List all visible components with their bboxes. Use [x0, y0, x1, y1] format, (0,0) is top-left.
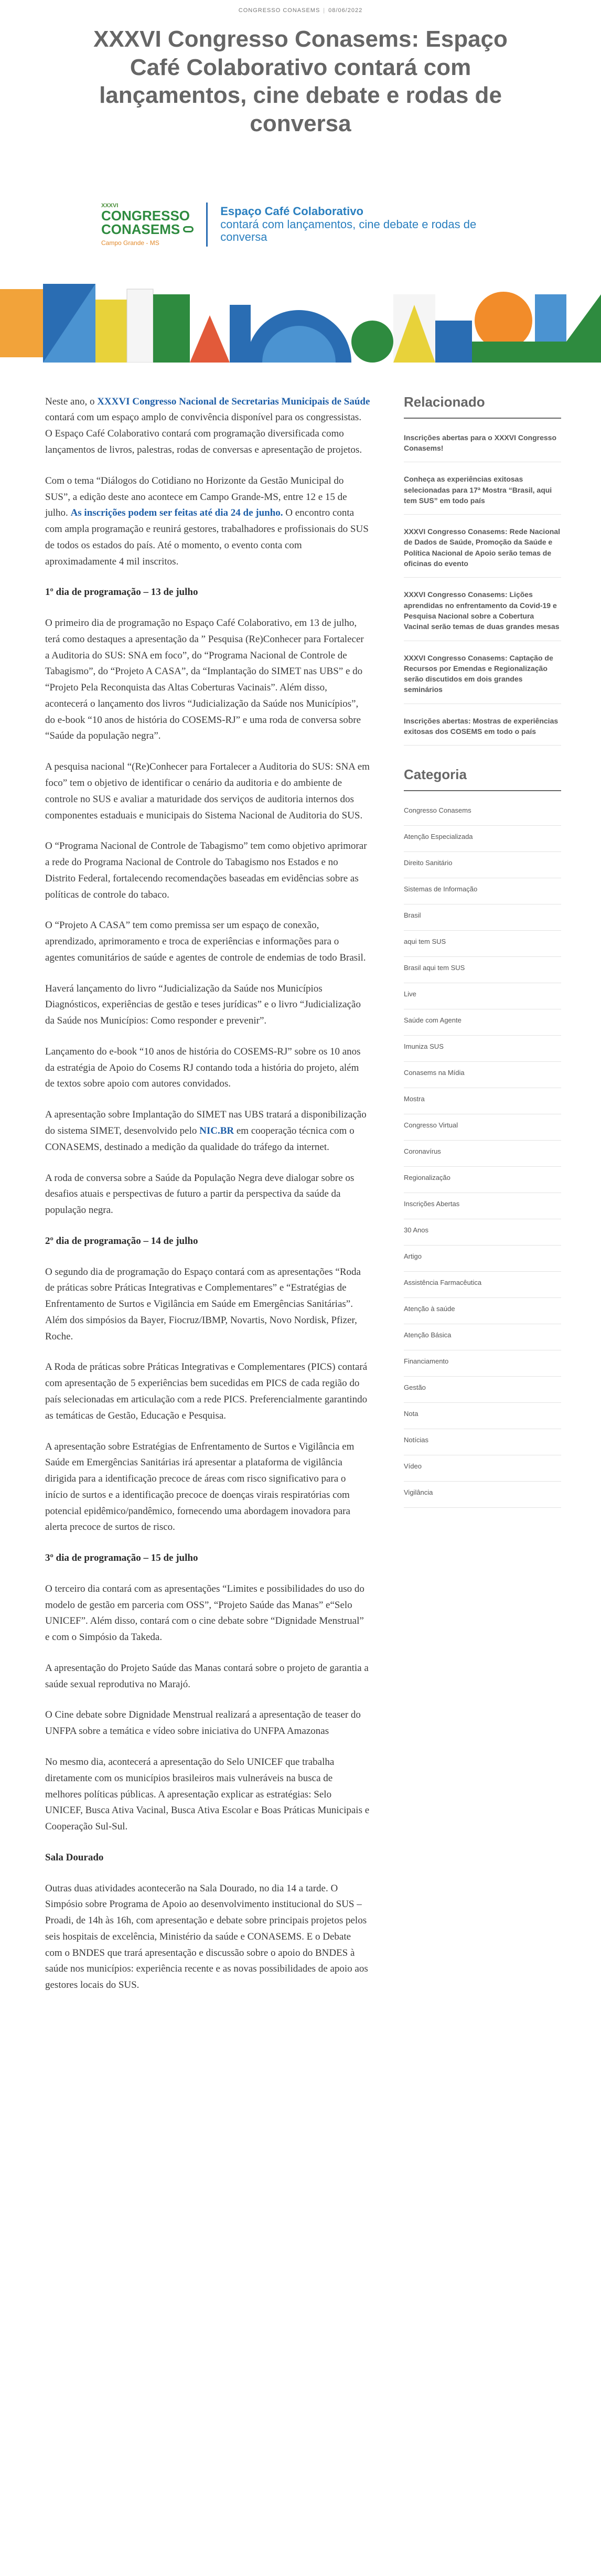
- category-item[interactable]: Atenção à saúde: [404, 1298, 561, 1324]
- category-item[interactable]: Gestão: [404, 1377, 561, 1403]
- category-heading: Categoria: [404, 767, 561, 791]
- category-item[interactable]: Financiamento: [404, 1350, 561, 1377]
- category-item[interactable]: Live: [404, 983, 561, 1009]
- category-item[interactable]: Brasil aqui tem SUS: [404, 957, 561, 983]
- paragraph: Com o tema “Diálogos do Cotidiano no Horizonte da Gestão Municipal do SUS”, a edição deste ano acontece em Campo Grande-MS, entre 12 e 15 de julho. As inscrições podem ser feitas até dia 24 de junho. O encontro conta com ampla programação e reunirá gestores, trabalhadores e profissionais do SUS de todos os estados do país. Até o momento, o evento conta com aproximadamente 4 mil inscritos.: [45, 475, 369, 567]
- logo-edition: XXXVI: [101, 202, 119, 209]
- related-item[interactable]: Inscrições abertas para o XXXVI Congresso Conasems!: [404, 432, 561, 463]
- section-heading: Sala Dourado: [45, 1851, 104, 1863]
- paragraph: Outras duas atividades acontecerão na Sala Dourado, no dia 14 a tarde. O Simpósio sobre Programa de Apoio ao desenvolvimento institucional do SUS – Proadi, de 14h às 16h, com apresentação e debate sobre principais projetos pelos seis hospitais de excelência, Ministério da saúde e CONASEMS. E o Debate com o BNDES que trará apresentação e discussão sobre o apoio do BNDES à saúde nos municípios: experiência recente e as novas possibilidades de apoio aos gestores locais do SUS.: [45, 1882, 368, 1991]
- paragraph: O “Programa Nacional de Controle de Tabagismo” tem como objetivo aprimorar a rede do Programa Nacional de Controle do Tabagismo nos Estados e no Distrito Federal, fortalecendo recomendações baseadas em evidências sobre as políticas de controle do tabaco.: [45, 840, 367, 900]
- category-item[interactable]: Coronavírus: [404, 1141, 561, 1167]
- category-item[interactable]: Conasems na Mídia: [404, 1062, 561, 1088]
- category-item[interactable]: Vigilância: [404, 1482, 561, 1508]
- paragraph: Neste ano, o XXXVI Congresso Nacional de Secretarias Municipais de Saúde contará com um espaço amplo de convivência disponível para os congressistas. O Espaço Café Colaborativo contará com programação diversificada como lançamentos de livros, palestras, rodas de conversas e apresentação de projetos.: [45, 396, 370, 455]
- category-item[interactable]: aqui tem SUS: [404, 931, 561, 957]
- paragraph: A apresentação sobre Implantação do SIMET nas UBS tratará a disponibilização do sistema SIMET, desenvolvido pelo NIC.BR em cooperação técnica com o CONASEMS, destinado a medição da qualidade do tráfego da internet.: [45, 1109, 367, 1153]
- related-item[interactable]: XXXVI Congresso Conasems: Lições aprendidas no enfrentamento da Covid-19 e Pesquisa Nacional sobre a Cobertura Vacinal serão temas de duas grandes mesas: [404, 589, 561, 641]
- category-item[interactable]: Vídeo: [404, 1455, 561, 1482]
- banner-headline-title: Espaço Café Colaborativo: [220, 205, 363, 218]
- category-item[interactable]: Saúde com Agente: [404, 1009, 561, 1036]
- category-item[interactable]: Direito Sanitário: [404, 852, 561, 878]
- section-heading: 3º dia de programação – 15 de julho: [45, 1552, 198, 1564]
- paragraph: A pesquisa nacional “(Re)Conhecer para Fortalecer a Auditoria do SUS: SNA em foco” tem o objetivo de identificar o cenário da auditoria e do ambiente de controle no SUS e avaliar a maturidade dos serviços de auditoria internos dos componentes estaduais e municipais do Sistema Nacional de Auditoria do SUS.: [45, 761, 370, 821]
- logo-city: Campo Grande - MS: [101, 239, 159, 247]
- paragraph: O terceiro dia contará com as apresentações “Limites e possibilidades do uso do modelo de gestão em parceria com OSS”, “Projeto Saúde das Manas” e“Selo UNICEF”. Além disso, contará com o cine debate sobre “Dignidade Menstrual” e com o Simpósio da Takeda.: [45, 1583, 364, 1643]
- logo-conasems: [101, 222, 194, 236]
- related-item[interactable]: XXXVI Congresso Conasems: Rede Nacional de Dados de Saúde, Promoção da Saúde e Política Nacional de Apoio serão temas de oficinas do evento: [404, 526, 561, 578]
- related-heading: Relacionado: [404, 394, 561, 419]
- article-body: [45, 394, 370, 2008]
- post-meta: CONGRESSO CONASEMS | 08/06/2022: [238, 7, 363, 14]
- category-item[interactable]: Notícias: [404, 1429, 561, 1455]
- page-title: XXXVI Congresso Conasems: Espaço Café Colaborativo contará com lançamentos, cine debate e rodas de conversa: [93, 26, 508, 137]
- banner-artwork: [0, 284, 601, 363]
- paragraph: A apresentação do Projeto Saúde das Manas contará sobre o projeto de garantia a saúde sexual reprodutiva no Marajó.: [45, 1662, 369, 1690]
- banner-headline-sub: contará com lançamentos, cine debate e rodas de conversa: [220, 217, 477, 243]
- related-item[interactable]: XXXVI Congresso Conasems: Captação de Recursos por Emendas e Regionalização serão discutidos em dois grandes seminários: [404, 653, 561, 704]
- category-item[interactable]: Assistência Farmacêutica: [404, 1272, 561, 1298]
- category-item[interactable]: Congresso Virtual: [404, 1114, 561, 1141]
- paragraph: O “Projeto A CASA” tem como premissa ser um espaço de conexão, aprendizado, aprimoramento e troca de experiências e informações para o agentes comunitários de saúde e agentes de controle de endemias de todo Brasil.: [45, 920, 366, 963]
- nicbr-link[interactable]: NIC.BR: [199, 1125, 234, 1137]
- paragraph: O Cine debate sobre Dignidade Menstrual realizará a apresentação de teaser do UNFPA sobre a temática e vídeo sobre iniciativa do UNFPA Amazonas: [45, 1709, 361, 1737]
- category-item[interactable]: Regionalização: [404, 1167, 561, 1193]
- category-list: [404, 805, 561, 1508]
- category-item[interactable]: Nota: [404, 1403, 561, 1429]
- paragraph: Haverá lançamento do livro “Judicialização da Saúde nos Municípios Diagnósticos, experiências de gestão e teses jurídicas” e o livro “Judicialização da Saúde nos Municípios: Como responder e prevenir”.: [45, 983, 361, 1027]
- banner-logo: [101, 190, 500, 259]
- section-heading: 1º dia de programação – 13 de julho: [45, 587, 198, 598]
- related-list: [404, 432, 561, 746]
- paragraph: A roda de conversa sobre a Saúde da População Negra deve dialogar sobre os desafios atuais e perspectivas de futuro a partir da perspectiva da saúde da população negra.: [45, 1172, 355, 1216]
- paragraph: A apresentação sobre Estratégias de Enfrentamento de Surtos e Vigilância em Saúde em Emergências Sanitárias irá apresentar a plataforma de vigilância dirigida para a identificação precoce de áreas com risco significativo para o início de surtos e a identificação precoce de doenças virais respiratórias com potencial epidêmico/pandêmico, fornecendo uma abordagem inovadora para alerta precoce de surtos de risco.: [45, 1441, 355, 1533]
- category-item[interactable]: Congresso Conasems: [404, 805, 561, 826]
- congresso-logo: [101, 203, 208, 247]
- logo-conasems-text: CONASEMS: [101, 221, 180, 237]
- category-item[interactable]: Artigo: [404, 1246, 561, 1272]
- category-item[interactable]: 30 Anos: [404, 1219, 561, 1246]
- category-item[interactable]: Atenção Especializada: [404, 826, 561, 852]
- category-item[interactable]: Inscrições Abertas: [404, 1193, 561, 1219]
- paragraph: O primeiro dia de programação no Espaço Café Colaborativo, em 13 de julho, terá como destaques a apresentação da ” Pesquisa (Re)Conhecer para Fortalecer a Auditoria do SUS: SNA em foco”, do “Programa Nacional de Controle de Tabagismo”, do “Projeto A CASA”, da “Implantação do SIMET nas UBS” e do “Projeto Pela Reconquista das Altas Coberturas Vacinais”. Além disso, acontecerá o lançamento dos livros “Judicialização da Saúde nos Municípios”, do e-book “10 anos de história do COSEMS-RJ” e uma roda de conversa sobre “Saúde da população negra”.: [45, 618, 364, 742]
- section-heading: 2º dia de programação – 14 de julho: [45, 1235, 198, 1247]
- logo-congresso: CONGRESSO: [101, 207, 190, 223]
- paragraph: Lançamento do e-book “10 anos de história do COSEMS-RJ” sobre os 10 anos da estratégia de Apoio do Cosems RJ contando toda a história do projeto, além de textos sobre apoio com autores convidados.: [45, 1046, 361, 1090]
- banner-headline: [208, 205, 500, 243]
- congresso-link[interactable]: XXXVI Congresso Nacional de Secretarias Municipais de Saúde: [97, 396, 370, 407]
- category-item[interactable]: Atenção Básica: [404, 1324, 561, 1350]
- paragraph: A Roda de práticas sobre Práticas Integrativas e Complementares (PICS) contará com apresentação de 5 experiências bem sucedidas em PICS de cada região do país selecionadas em articulação com a rede PICS. Preferencialmente garantindo as temáticas de Gestão, Educação e Pesquisa.: [45, 1361, 368, 1421]
- category-item[interactable]: Brasil: [404, 904, 561, 931]
- post-date: 08/06/2022: [328, 7, 363, 14]
- inscricoes-link[interactable]: As inscrições podem ser feitas até dia 24 de junho.: [70, 507, 283, 519]
- paragraph: O segundo dia de programação do Espaço contará com as apresentações “Roda de práticas sobre Práticas Integrativas e Complementares” e “Estratégias de Enfrentamento de Surtos e Vigilância em Saúde em Emergências Sanitárias”. Além dos simpósios da Bayer, Fiocruz/IBMP, Novartis, Novo Nordisk, Pfizer, Roche.: [45, 1266, 361, 1342]
- related-item[interactable]: Inscrições abertas: Mostras de experiências exitosas dos COSEMS em todo o país: [404, 716, 561, 746]
- related-item[interactable]: Conheça as experiências exitosas selecionadas para 17ª Mostra “Brasil, aqui tem SUS” em todo país: [404, 474, 561, 515]
- post-category[interactable]: CONGRESSO CONASEMS: [238, 7, 320, 14]
- category-item[interactable]: Imuniza SUS: [404, 1036, 561, 1062]
- paragraph: No mesmo dia, acontecerá a apresentação do Selo UNICEF que trabalha diretamente com os municípios brasileiros mais vulneráveis na busca de melhores políticas públicas. A apresentação explicar as estratégias: Selo UNICEF, Busca Ativa Vacinal, Busca Ativa Escolar e Boas Práticas Municipais e Cooperação Sul-Sul.: [45, 1756, 370, 1833]
- category-item[interactable]: Mostra: [404, 1088, 561, 1114]
- category-item[interactable]: Sistemas de Informação: [404, 878, 561, 904]
- sidebar: [404, 394, 561, 2008]
- conasems-logo-mark-icon: [183, 226, 194, 232]
